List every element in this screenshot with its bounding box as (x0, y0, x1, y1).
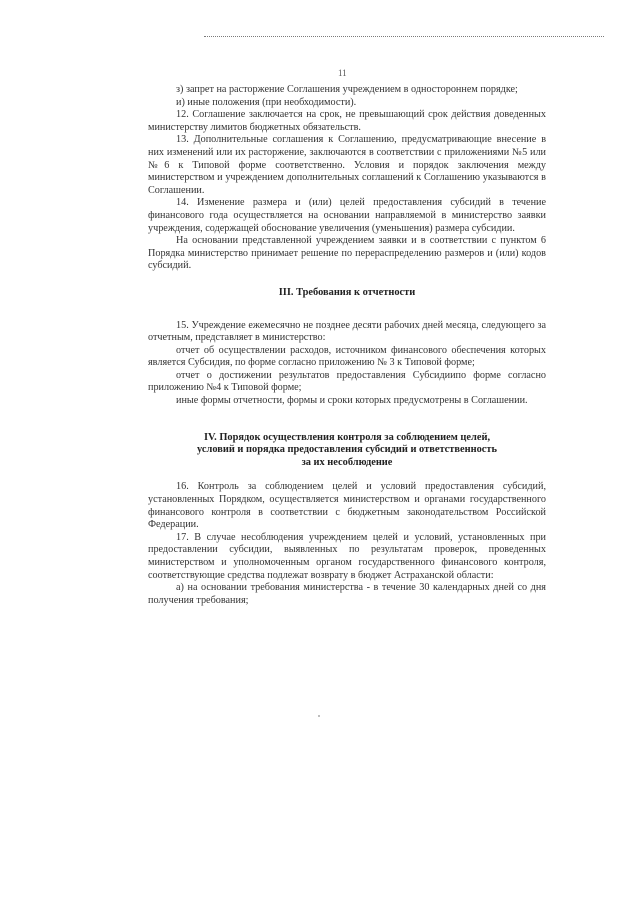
paragraph-15-report-results: отчет о достижении результатов предоставления Субсидиипо форме согласно приложению №4 к Типовой форме; (148, 369, 546, 394)
section-4-title-line: за их несоблюдение (301, 456, 393, 468)
paragraph-16: 16. Контроль за соблюдением целей и условий предоставления субсидий, установленных Порядком, осуществляется министерством и органами государственного финансового контроля в соответствии с бюджетным законодательством Российской Федерации. (148, 481, 546, 531)
paragraph-17-a: а) на основании требования министерства - в течение 30 календарных дней со дня получения требования; (148, 582, 546, 606)
paragraph-i: и) иные положения (при необходимости). (176, 96, 357, 108)
section-4-title-line: IV. Порядок осуществления контроля за соблюдением целей, (203, 431, 491, 443)
paragraph-13: 13. Дополнительные соглашения к Соглашению, предусматривающие внесение в них изменений или их расторжение, заключаются в соответствии с приложениями №5 или №6 к Типовой форме соответственно. Условия и порядок заключения между министерством и учреждением дополнительных соглашений к Соглашению указываются в Соглашении. (148, 134, 546, 196)
paragraph-15-other-forms: иные формы отчетности, формы и сроки которых предусмотрены в Соглашении. (176, 395, 528, 407)
paragraph-z: з) запрет на расторжение Соглашения учреждением в одностороннем порядке; (176, 84, 518, 95)
paragraph-14-continued: На основании представленной учреждением заявки и в соответствии с пунктом 6 Порядка министерство принимает решение по перераспределению размеров и (или) кодов субсидий. (148, 235, 546, 272)
document-body (148, 84, 546, 607)
section-3-title: III. Требования к отчетности (278, 286, 416, 298)
scan-speck (318, 715, 320, 717)
paragraph-14: 14. Изменение размера и (или) целей предоставления субсидий в течение финансового года осуществляется на основании направляемой в министерство заявки учреждения, содержащей обоснование увеличения (уменьшения) размера субсидии. (148, 197, 546, 234)
paragraph-17: 17. В случае несоблюдения учреждением целей и условий, установленных при предоставлении субсидии, выявленных по результатам проверок, проведенных министерством и уполномоченным органом государственного финансового контроля, соответствующие средства подлежат возврату в бюджет Астраханской области: (148, 531, 546, 581)
section-4-title-line: условий и порядка предоставления субсидий и ответственность (197, 444, 497, 456)
section-4-title (148, 432, 546, 470)
scan-header-line (204, 36, 604, 37)
paragraph-15: 15. Учреждение ежемесячно не позднее десяти рабочих дней месяца, следующего за отчетным, представляет в министерство: (148, 319, 546, 344)
paragraph-15-report-expenses: отчет об осуществлении расходов, источником финансового обеспечения которых является Субсидия, по форме согласно приложению № 3 к Типовой форме; (148, 344, 546, 369)
paragraph-12: 12. Соглашение заключается на срок, не превышающий срок действия доведенных министерству лимитов бюджетных обязательств. (148, 109, 546, 133)
page-number: 11 (338, 68, 347, 78)
